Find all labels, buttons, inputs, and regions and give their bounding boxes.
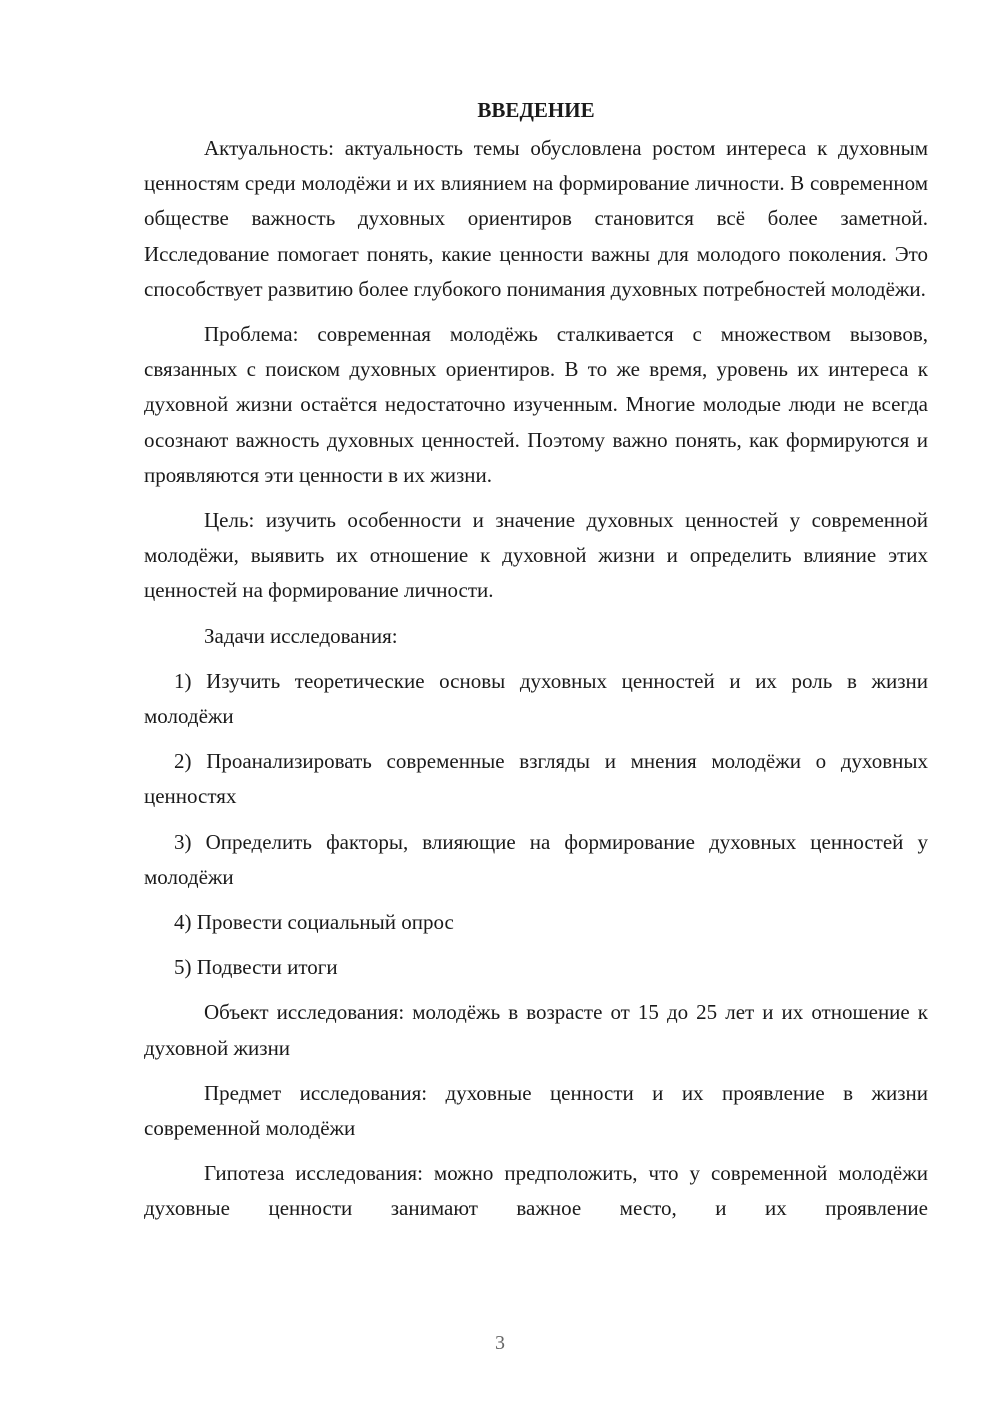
relevance-paragraph: Актуальность: актуальность темы обусловлена ростом интереса к духовным ценностям среди молодёжи и их влиянием на формирование личности. В современном обществе важность духовных ориентиров становится всё более заметной. Исследование помогает понять, какие ценности важны для молодого поколения. Это способствует развитию более глубокого понимания духовных потребностей молодёжи.: [144, 136, 928, 301]
task-item: 5) Подвести итоги: [174, 955, 338, 980]
task-item: 3) Определить факторы, влияющие на формирование духовных ценностей у молодёжи: [144, 829, 928, 889]
document-page: [144, 95, 928, 1237]
tasks-heading: Задачи исследования:: [204, 623, 398, 648]
goal-paragraph: Цель: изучить особенности и значение духовных ценностей у современной молодёжи, выявить их отношение к духовной жизни и определить влияние этих ценностей на формирование личности.: [144, 508, 928, 603]
task-item: 1) Изучить теоретические основы духовных ценностей и их роль в жизни молодёжи: [144, 668, 928, 729]
task-item: 2) Проанализировать современные взгляды и мнения молодёжи о духовных ценностях: [144, 749, 928, 809]
object-paragraph: Объект исследования: молодёжь в возрасте от 15 до 25 лет и их отношение к духовной жизни: [144, 1000, 928, 1060]
problem-paragraph: Проблема: современная молодёжь сталкивается с множеством вызовов, связанных с поиском духовных ориентиров. В то же время, уровень их интереса к духовной жизни остаётся недостаточно изученным. Многие молодые люди не всегда осознают важность духовных ценностей. Поэтому важно понять, как формируются и проявляются эти ценности в их жизни.: [144, 322, 928, 487]
subject-paragraph: Предмет исследования: духовные ценности и их проявление в жизни современной молодёжи: [144, 1080, 928, 1141]
task-item: 4) Провести социальный опрос: [174, 910, 454, 935]
page-number: 3: [495, 1332, 505, 1354]
document-title: ВВЕДЕНИЕ: [477, 98, 595, 122]
hypothesis-paragraph: Гипотеза исследования: можно предположить, что у современной молодёжи духовные ценности занимают важное место, и их проявление: [144, 1161, 928, 1221]
